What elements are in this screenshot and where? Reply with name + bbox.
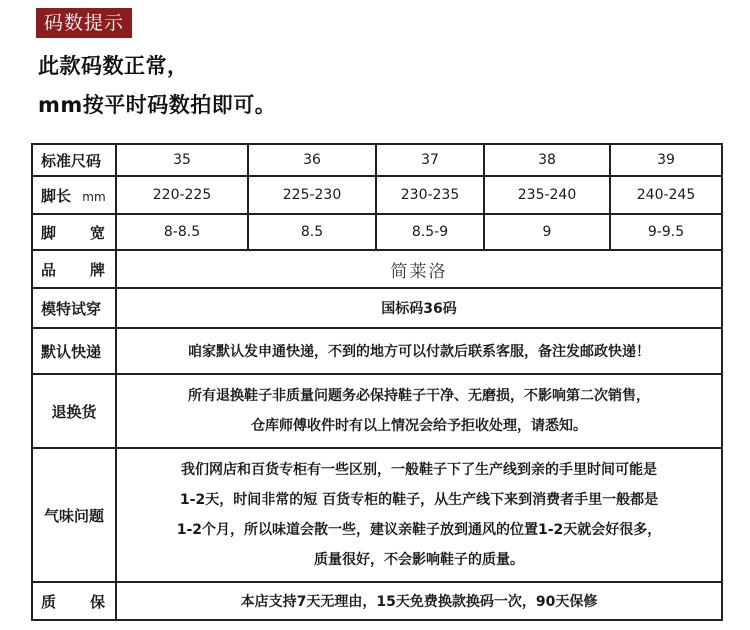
return-line: 所有退换鞋子非质量问题务必保持鞋子干净、无磨损，不影响第二次销售， xyxy=(188,388,650,404)
width-cell: 8.5-9 xyxy=(376,214,484,250)
foot-width-label-b: 宽 xyxy=(89,223,105,242)
size-row xyxy=(32,144,722,176)
return-row xyxy=(32,374,722,448)
model-label: 模特试穿 xyxy=(32,288,116,328)
length-cell: 220-225 xyxy=(116,176,248,214)
smell-line: 我们网店和百货专柜有一些区别，一般鞋子下了生产线到亲的手里时间可能是 xyxy=(181,462,657,478)
brand-label xyxy=(32,250,116,288)
width-cell: 9-9.5 xyxy=(610,214,722,250)
model-row xyxy=(32,288,722,328)
smell-line: 质量很好，不会影响鞋子的质量。 xyxy=(314,552,524,568)
smell-value xyxy=(116,448,722,582)
size-cell: 37 xyxy=(376,144,484,176)
width-cell: 8-8.5 xyxy=(116,214,248,250)
foot-width-label-a: 脚 xyxy=(41,223,57,242)
foot-length-unit: mm xyxy=(82,189,106,204)
size-label: 标准尺码 xyxy=(32,144,116,176)
return-value xyxy=(116,374,722,448)
return-line: 仓库师傅收件时有以上情况会给予拒收处理，请悉知。 xyxy=(251,418,587,434)
warranty-label-b: 保 xyxy=(89,592,105,611)
shipping-row xyxy=(32,328,722,374)
smell-line: 1-2天，时间非常的短 百货专柜的鞋子，从生产线下来到消费者手里一般都是 xyxy=(179,492,659,508)
size-note-line-2: mm按平时码数拍即可。 xyxy=(38,93,277,117)
size-chart-table xyxy=(31,143,723,621)
model-value: 国标码36码 xyxy=(116,288,722,328)
foot-width-label xyxy=(32,214,116,250)
foot-length-label-text: 脚长 xyxy=(41,186,72,205)
width-cell: 9 xyxy=(484,214,610,250)
size-cell: 38 xyxy=(484,144,610,176)
smell-line: 1-2个月，所以味道会散一些，建议亲鞋子放到通风的位置1-2天就会好很多， xyxy=(176,522,662,538)
brand-row xyxy=(32,250,722,288)
size-cell: 39 xyxy=(610,144,722,176)
size-cell: 35 xyxy=(116,144,248,176)
warranty-value: 本店支持7天无理由，15天免费换款换码一次，90天保修 xyxy=(116,582,722,620)
warranty-row xyxy=(32,582,722,620)
size-note-line-1: 此款码数正常， xyxy=(38,54,189,78)
return-label: 退换货 xyxy=(32,374,116,448)
brand-label-a: 品 xyxy=(41,260,57,279)
brand-label-b: 牌 xyxy=(89,260,105,279)
size-cell: 36 xyxy=(248,144,376,176)
warranty-label xyxy=(32,582,116,620)
brand-name: 简莱洛 xyxy=(390,261,448,282)
shipping-label: 默认快递 xyxy=(32,328,116,374)
warranty-label-a: 质 xyxy=(41,592,57,611)
foot-length-label xyxy=(32,176,116,214)
shipping-value: 咱家默认发申通快递，不到的地方可以付款后联系客服，备注发邮政快递！ xyxy=(116,328,722,374)
foot-width-row xyxy=(32,214,722,250)
length-cell: 230-235 xyxy=(376,176,484,214)
brand-value-cell xyxy=(116,250,722,288)
width-cell: 8.5 xyxy=(248,214,376,250)
smell-row xyxy=(32,448,722,582)
length-cell: 235-240 xyxy=(484,176,610,214)
length-cell: 240-245 xyxy=(610,176,722,214)
length-cell: 225-230 xyxy=(248,176,376,214)
foot-length-row xyxy=(32,176,722,214)
smell-label: 气味问题 xyxy=(32,448,116,582)
size-tip-badge: 码数提示 xyxy=(36,8,132,38)
